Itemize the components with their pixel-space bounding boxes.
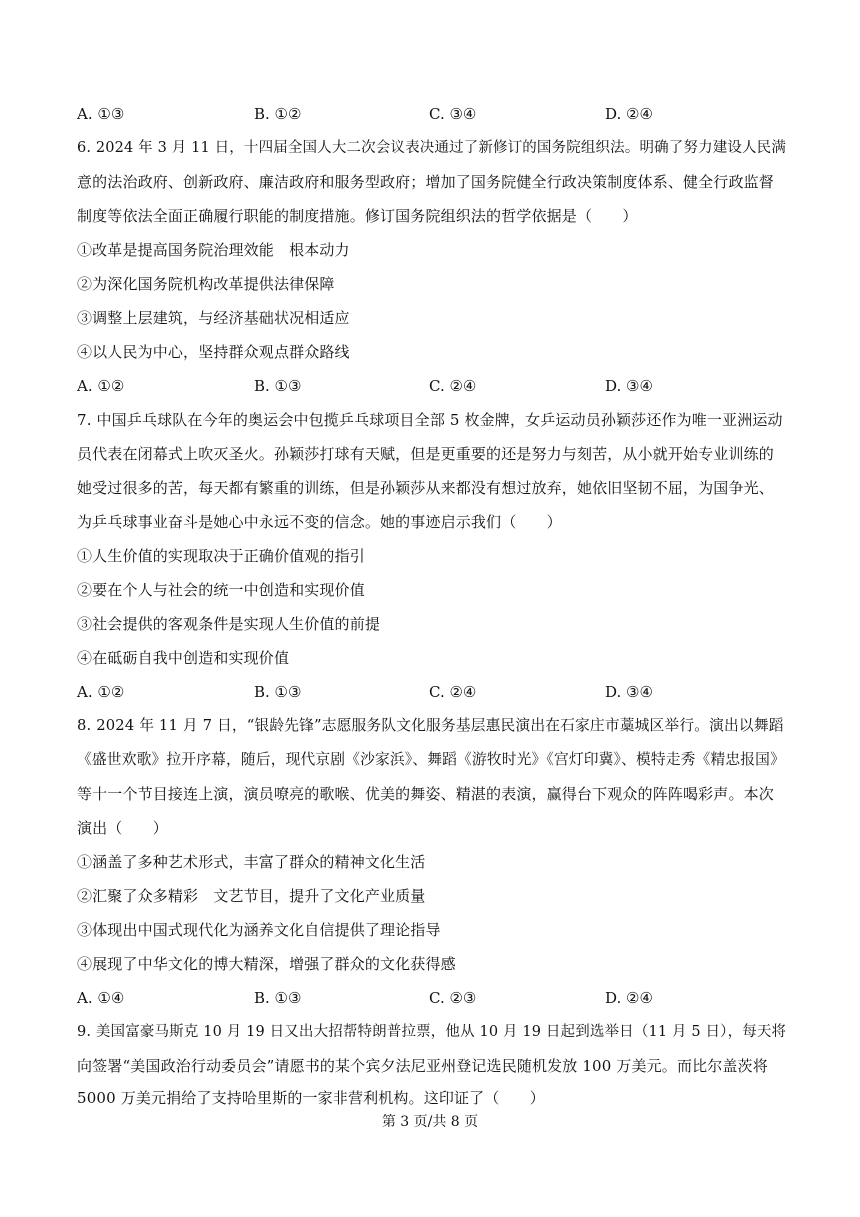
q8-stem-line: 演出（ ） <box>77 819 168 837</box>
q6-stem-line: 意的法治政府、创新政府、廉洁政府和服务型政府；增加了国务院健全行政决策制度体系、健全行政监督 <box>77 173 774 191</box>
q6-option-b: B. ①③ <box>254 377 302 395</box>
q6-stem-line: 制度等依法全面正确履行职能的制度措施。修订国务院组织法的哲学依据是（ ） <box>77 207 638 225</box>
q5-option-b: B. ①② <box>254 105 302 123</box>
q6-option-d: D. ③④ <box>605 377 653 395</box>
q6-option-c: C. ②④ <box>429 377 477 395</box>
q5-option-a: A. ①③ <box>77 105 125 123</box>
q7-option-c: C. ②④ <box>429 683 477 701</box>
q7-stem-line: 她受过很多的苦，每天都有繁重的训练，但是孙颖莎从来都没有想过放弃，她依旧坚韧不屈，为国争光、 <box>77 479 774 497</box>
q6-item-4: ④以人民为中心，坚持群众观点群众路线 <box>77 343 350 361</box>
q7-option-a: A. ①② <box>77 683 125 701</box>
q5-option-d: D. ②④ <box>605 105 653 123</box>
q8-stem-line: 8. 2024 年 11 月 7 日，“银龄先锋”志愿服务队文化服务基层惠民演出在石家庄市藁城区举行。演出以舞蹈 <box>77 717 784 734</box>
q7-option-b: B. ①③ <box>254 683 302 701</box>
q9-stem-line: 5000 万美元捐给了支持哈里斯的一家非营利机构。这印证了（ ） <box>77 1089 545 1107</box>
q9-stem-line: 9. 美国富豪马斯克 10 月 19 日又出大招帮特朗普拉票，他从 10 月 19 日起到选举日（11 月 5 日），每天将 <box>77 1024 787 1040</box>
q6-options <box>77 376 789 396</box>
q7-stem-line: 为乒乓球事业奋斗是她心中永远不变的信念。她的事迹启示我们（ ） <box>77 513 562 531</box>
q8-stem-line: 等十一个节目接连上演，演员嘹亮的歌喉、优美的舞姿、精湛的表演，赢得台下观众的阵阵喝彩声。本次 <box>77 785 774 803</box>
q9-stem-line: 向签署“美国政治行动委员会”请愿书的某个宾夕法尼亚州登记选民随机发放 100 万美元。而比尔盖茨将 <box>77 1057 768 1075</box>
q7-item-1: ①人生价值的实现取决于正确价值观的指引 <box>77 547 365 565</box>
q8-options <box>77 988 789 1008</box>
q8-item-3: ③体现出中国式现代化为涵养文化自信提供了理论指导 <box>77 921 441 939</box>
q8-option-d: D. ②④ <box>605 989 653 1007</box>
q8-item-4: ④展现了中华文化的博大精深，增强了群众的文化获得感 <box>77 955 456 973</box>
q8-item-2: ②汇聚了众多精彩 文艺节目，提升了文化产业质量 <box>77 887 426 905</box>
q8-option-c: C. ②③ <box>429 989 477 1007</box>
q6-option-a: A. ①② <box>77 377 125 395</box>
q6-item-3: ③调整上层建筑，与经济基础状况相适应 <box>77 309 350 327</box>
q8-option-b: B. ①③ <box>254 989 302 1007</box>
q5-option-c: C. ③④ <box>429 105 477 123</box>
q7-stem-line: 员代表在闭幕式上吹灭圣火。孙颖莎打球有天赋，但是更重要的还是努力与刻苦，从小就开始专业训练的 <box>77 445 774 463</box>
q8-stem-line: 《盛世欢歌》拉开序幕，随后，现代京剧《沙家浜》、舞蹈《游牧时光》《宫灯印冀》、模特走秀《精忠报国》 <box>77 751 785 768</box>
q7-item-2: ②要在个人与社会的统一中创造和实现价值 <box>77 581 365 599</box>
q7-item-4: ④在砥砺自我中创造和实现价值 <box>77 649 290 667</box>
q5-options <box>77 104 789 124</box>
q7-stem-line: 7. 中国乒乓球队在今年的奥运会中包揽乒乓球项目全部 5 枚金牌，女乒运动员孙颖莎还作为唯一亚洲运动 <box>77 411 783 429</box>
q8-item-1: ①涵盖了多种艺术形式，丰富了群众的精神文化生活 <box>77 853 426 871</box>
q7-option-d: D. ③④ <box>605 683 653 701</box>
q6-item-2: ②为深化国务院机构改革提供法律保障 <box>77 275 335 293</box>
q6-item-1: ①改革是提高国务院治理效能 根本动力 <box>77 241 350 259</box>
q7-options <box>77 682 789 702</box>
page-footer: 第 3 页/共 8 页 <box>381 1114 479 1130</box>
q8-option-a: A. ①④ <box>77 989 125 1007</box>
q6-stem-line: 6. 2024 年 3 月 11 日，十四届全国人大二次会议表决通过了新修订的国务院组织法。明确了努力建设人民满 <box>77 140 786 156</box>
q7-item-3: ③社会提供的客观条件是实现人生价值的前提 <box>77 615 381 633</box>
